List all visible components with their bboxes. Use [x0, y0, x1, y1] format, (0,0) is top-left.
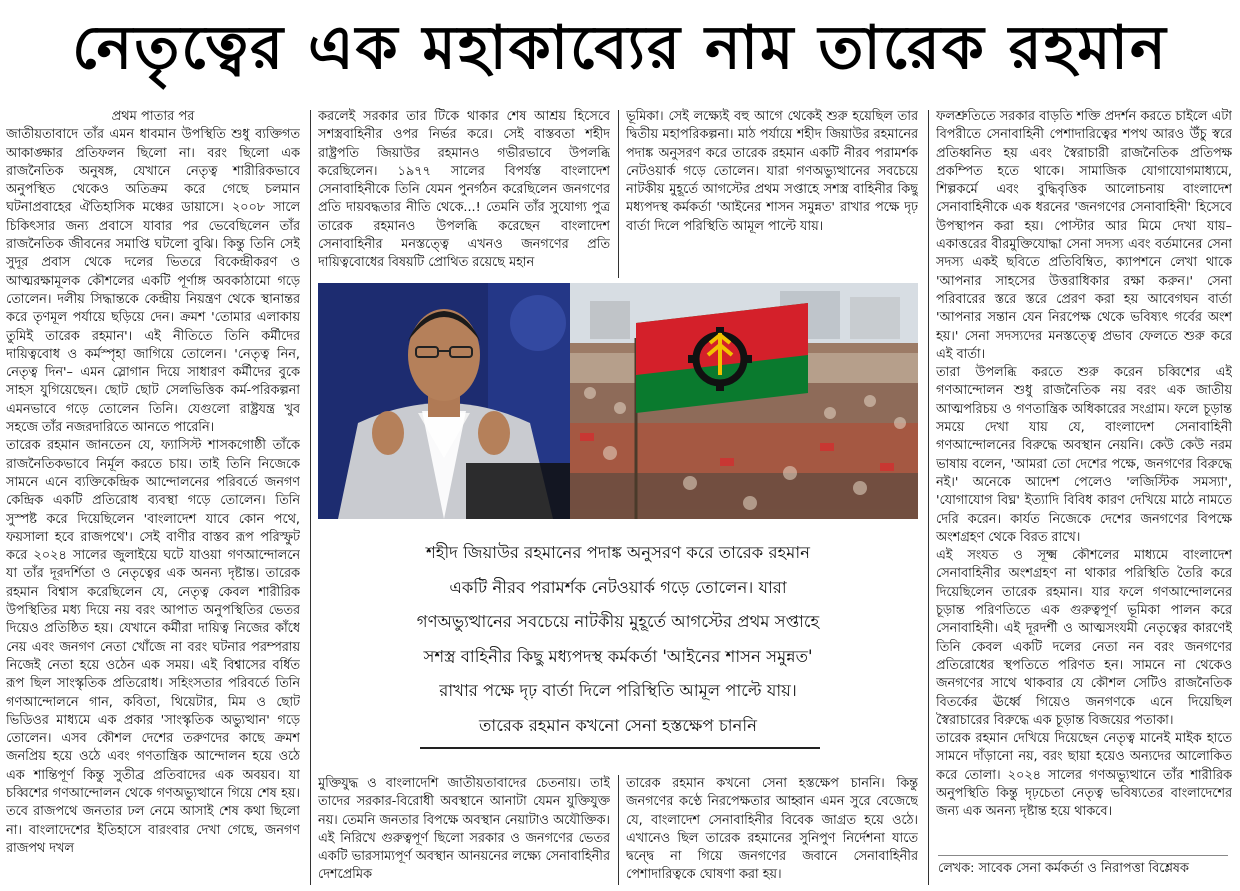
byline: লেখক: সাবেক সেনা কর্মকর্তা ও নিরাপত্তা বিশ্লেষক [938, 861, 1189, 876]
col2-paragraph: করলেই সরকার তার টিকে থাকার শেষ আশ্রয় হিসেবে সশস্ত্রবাহিনীর ওপর নির্ভর করে। সেই বাস্তবতা শহীদ রাষ্ট্রপতি জিয়াউর রহমানও গভীরভাবে উপলব্ধি করেছিলেন। ১৯৭৭ সালের বিপর্যস্ত বাংলাদেশ সেনাবাহিনীকে তিনি যেমন পুনর্গঠন করেছিলেন জনগণের প্রতি দায়বদ্ধতার নীতি থেকে...! তেমনি তাঁর সুযোগ্য পুত্র তারেক রহমানও উপলব্ধি করেছেন বাংলাদেশ সেনাবাহিনীর মনস্তত্ত্বে এখনও জনগণের প্রতি দায়িত্ববোধের বিষয়টি প্রোথিত রয়েছে মহান [318, 109, 610, 271]
col3-bottom-paragraph: তারেক রহমান কখনো সেনা হস্তক্ষেপ চাননি। কিন্তু জনগণের কণ্ঠে নিরপেক্ষতার আহ্বান এমন সুরে বেজেছে যে, বাংলাদেশ সেনাবাহিনীর বিবেক জাগ্রত হয়ে ওঠে। এখানেও ছিল তারেক রহমানের সুনিপুণ নির্দেশনা যাতে দ্বন্দ্বে না গিয়ে জনগণের জবানে সেনাবাহিনীর পেশাদারিত্বকে ঘোষণা করা হয়। [626, 776, 918, 883]
speaker-illustration [318, 283, 570, 519]
col1-paragraph-1: জাতীয়তাবাদে তাঁর এমন ধাবমান উপস্থিতি শুধু ব্যক্তিগত আকাঙ্ক্ষার প্রতিফলন ছিলো না। বরং ছিলো এক রাজনৈতিক অনুষঙ্গ, যেখানে নেতৃত্ব শারীরিকভাবে অনুপস্থিত থেকেও অতিক্রম করে গেছে চলমান ঘটনাপ্রবাহের ঐতিহাসিক মঞ্চের ডায়াসে। ২০০৮ সালে চিকিৎসার জন্য প্রবাসে যাবার পর ভেবেছিলেন তাঁর রাজনৈতিক জীবনের সমাপ্তি ঘটলো বুঝি। কিন্তু তিনি সেই সুদূর প্রবাস থেকে দলের ভিতরে বিকেন্দ্রীকরণ ও আত্মরক্ষামূলক কৌশলের একটি পূর্ণাঙ্গ অবকাঠামো গড়ে তোলেন। দলীয় সিদ্ধান্তকে কেন্দ্রীয় নিয়ন্ত্রণ থেকে স্থানান্তর করে তৃণমূল পর্যায়ে ছড়িয়ে দেন। ক্রমশ 'তোমার এলাকায় তুমিই তারেক রহমান'। এই নীতিতে তিনি কর্মীদের দায়িত্ববোধ ও কর্মস্পৃহা জাগিয়ে তোলেন। 'নেতৃত্ব নিন, নেতৃত্ব দিন'– এমন স্লোগান দিয়ে সাধারণ কর্মীদের বুকে সাহস যুগিয়েছেন। ছোট ছোট সেলভিত্তিক কর্ম-পরিকল্পনা এমনভাবে গড়ে তোলেন তিনি। যেগুলো রাষ্ট্রযন্ত্র খুব সহজে তাঁর নজরদারিতে আনতে পারেনি। [6, 127, 300, 436]
column-rule-2-bottom [618, 775, 619, 885]
col4-paragraph-3: এই সংযত ও সূক্ষ্ম কৌশলের মাধ্যমে বাংলাদেশ সেনাবাহিনীর অংশগ্রহণ না থাকার পরিস্থিতি তৈরি করে দিয়েছিলেন তারেক রহমান। যার ফলে গণআন্দোলনের চূড়ান্ত পরিণতিতে এক গুরুত্বপূর্ণ ভূমিকা পালন করে সেনাবাহিনী। এই দূরদর্শী ও আত্মসংযমী নেতৃত্বের কারণেই তিনি কেবল একটি দলের নেতা নন বরং জনগণের প্রতিরোধের স্থপতিতে পরিণত হন। সামনে না থেকেও জনগণের সাথে থাকবার যে কৌশল সেটিও রাজনৈতিক বিতর্কের ঊর্ধ্বে গিয়েও জনগণকে এনে দিয়েছিল স্বৈরাচারের বিরুদ্ধে এক চূড়ান্ত বিজয়ের পতাকা। [936, 548, 1232, 728]
column-2-bottom [318, 775, 610, 887]
rally-photo [570, 283, 918, 519]
pull-quote-line-6: তারেক রহমান কখনো সেনা হস্তক্ষেপ চাননি [479, 715, 757, 735]
pull-quote-line-3: গণঅভ্যুত্থানের সবচেয়ে নাটকীয় মুহূর্তে আগস্টের প্রথম সপ্তাহে [416, 612, 820, 631]
kicker: প্রথম পাতার পর [111, 109, 195, 124]
pull-quote-line-1: শহীদ জিয়াউর রহমানের পদাঙ্ক অনুসরণ করে তারেক রহমান [426, 543, 810, 562]
col3-paragraph: ভূমিকা। সেই লক্ষ্যেই বহু আগে থেকেই শুরু হয়েছিল তার দ্বিতীয় মহাপরিকল্পনা। মাঠ পর্যায়ে শহীদ জিয়াউর রহমানের পদাঙ্ক অনুসরণ করে তারেক রহমান একটি নীরব পরামর্শক নেটওয়ার্ক গড়ে তোলেন। যারা গণঅভ্যুত্থানের সবচেয়ে নাটকীয় মুহূর্তে আগস্টের প্রথম সপ্তাহে সশস্ত্র বাহিনীর কিছু মধ্যপদস্থ কর্মকর্তা 'আইনের শাসন সমুন্নত' রাখার পক্ষে দৃঢ় বার্তা দিলে পরিস্থিতি আমূল পাল্টে যায়। [626, 109, 918, 234]
rally-illustration [570, 283, 918, 519]
pull-quote-rule [420, 747, 820, 749]
column-1 [6, 108, 300, 888]
col1-paragraph-2: তারেক রহমান জানতেন যে, ফ্যাসিস্ট শাসকগোষ্ঠী তাঁকে রাজনৈতিকভাবে নির্মূল করতে চায়। তাই তিনি নিজেকে সামনে এনে ব্যক্তিকেন্দ্রিক আন্দোলনের পরিবর্তে জনগণ কেন্দ্রিক একটি প্রতিরোধ ব্যবস্থা গড়ে তোলেন। তিনি সুস্পষ্ট করে দিয়েছিলেন 'বাংলাদেশ যাবে কোন পথে, ফয়সালা হবে রাজপথে'। সেই বাণীর বাস্তব রূপ পরিস্ফুট করে ২০২৪ সালের জুলাইয়ে ঘটে যাওয়া গণআন্দোলনে যা তাঁর দূরদর্শিতা ও নেতৃত্বের এক অনন্য দৃষ্টান্ত। তারেক রহমান বিশ্বাস করেছিলেন যে, নেতৃত্ব কেবল শারীরিক উপস্থিতির মধ্য দিয়ে নয় বরং আপাত অনুপস্থিতির ভেতর দিয়েও প্রতিষ্ঠিত হয়। যেখানে কর্মীরা দায়িত্ব নিজের কাঁধে নেয় এবং জনগণ নেতা খোঁজে না বরং ঘটনার পরম্পরায় নিজেই নেতা হয়ে ওঠেন এক সময়। এই বিশ্বাসের বর্ধিত রূপ ছিল সাংস্কৃতিক প্রতিরোধ। সহিংসতার পরিবর্তে তিনি গণআন্দোলনে গান, কবিতা, থিয়েটার, মিম ও ছোট ভিডিওর মাধ্যমে এক প্রকার 'সাংস্কৃতিক অভ্যুত্থান' গড়ে তোলেন। এসব কৌশল দেশের তরুণদের কাছে ক্রমশ জনপ্রিয় হয়ে ওঠে এবং গণতান্ত্রিক আন্দোলন হয়ে ওঠে এক শান্তিপূর্ণ কিন্তু সুতীব্র প্রতিবাদের এক অবয়ব। যা চব্বিশের গণআন্দোলন থেকে গণঅভ্যুত্থানে গিয়ে শেষ হয়। তবে রাজপথে জনতার ঢল নেমে আসাই শেষ কথা ছিলো না। বাংলাদেশের ইতিহাসে বারংবার দেখা গেছে, জনগণ রাজপথ দখল [6, 438, 300, 856]
column-rule-1 [310, 110, 311, 885]
byline-divider [938, 855, 1228, 856]
col4-paragraph-4: তারেক রহমান দেখিয়ে দিয়েছেন নেতৃত্ব মানেই মাইক হাতে সামনে দাঁড়ানো নয়, বরং ছায়া হয়েও অন্যদের আলোকিত করে তোলা। ২০২৪ সালের গণঅভ্যুত্থানে তাঁর শারীরিক অনুপস্থিতি কিন্তু দৃঢ়চেতা নেতৃত্ব ভবিষ্যতের বাংলাদেশের জন্য এক অনন্য দৃষ্টান্ত হয়ে থাকবে। [936, 731, 1232, 820]
column-rule-2 [618, 110, 619, 278]
pull-quote [318, 536, 918, 751]
speaker-photo [318, 283, 570, 519]
headline: নেতৃত্বের এক মহাকাব্যের নাম তারেক রহমান [72, 13, 1168, 83]
column-4 [936, 108, 1232, 853]
pull-quote-line-5: রাখার পক্ষে দৃঢ় বার্তা দিলে পরিস্থিতি আমূল পাল্টে যায়। [439, 681, 797, 700]
column-2 [318, 108, 610, 278]
pull-quote-line-2: একটি নীরব পরামর্শক নেটওয়ার্ক গড়ে তোলেন। যারা [449, 577, 787, 597]
column-3-bottom [626, 775, 918, 887]
pull-quote-line-4: সশস্ত্র বাহিনীর কিছু মধ্যপদস্থ কর্মকর্তা 'আইনের শাসন সমুন্নত' [423, 646, 813, 666]
col4-paragraph-1: ফলশ্রুতিতে সরকার বাড়তি শক্তি প্রদর্শন করতে চাইলে এটা বিপরীতে সেনাবাহিনী পেশাদারিত্বের শপথ আরও উঁচু স্বরে প্রতিধ্বনিত হয় এবং স্বৈরাচারী রাজনৈতিক প্রতিপক্ষ প্রকম্পিত হতে থাকে। সামাজিক যোগাযোগমাধ্যমে, শিল্পকর্মে এবং বুদ্ধিবৃত্তিক আলোচনায় বাংলাদেশ সেনাবাহিনীকে এক ধরনের 'জনগণের সেনাবাহিনী' হিসেবে উপস্থাপন করা হয়। পোস্টার আর মিমে দেখা যায়–একাত্তরের বীরমুক্তিযোদ্ধা সেনা সদস্য এবং বর্তমানের সেনা সদস্য একই ছবিতে প্রতিবিম্বিত, ক্যাপশনে লেখা থাকে 'আপনার সাহসের উত্তরাধিকার রক্ষা করুন।' সেনা পরিবারের স্তরে স্তরে প্রেরণ করা হয় আবেগঘন বার্তা 'আপনার সন্তান যেন নিরপেক্ষ থেকে ভবিষ্যৎ গর্বের অংশ হয়।' সেনা সদস্যদের মনস্তত্ত্বে প্রভাব ফেলতে শুরু করে এই বার্তা। [936, 109, 1232, 362]
col4-paragraph-2: তারা উপলব্ধি করতে শুরু করেন চব্বিশের এই গণআন্দোলন শুধু রাজনৈতিক নয় বরং এক জাতীয় আত্মপরিচয় ও গণতান্ত্রিক অধিকারের সংগ্রাম। ফলে চূড়ান্ত সময়ে দেখা যায় যে, বাংলাদেশ সেনাবাহিনী গণআন্দোলনের বিরুদ্ধে অবস্থান নেয়নি। কেউ কেউ নরম ভাষায় বলেন, 'আমরা তো দেশের পক্ষে, জনগণের বিরুদ্ধে নই।' অনেকে আদেশ পেলেও 'লজিস্টিক সমস্যা', 'যোগাযোগ বিঘ্ন' ইত্যাদি বিবিধ কারণ দেখিয়ে মাঠে নামতে দেরি করেন। কার্যত নিজেকে দেশের জনগণের বিপক্ষে অংশগ্রহণ থেকে বিরত রাখে। [936, 365, 1232, 545]
column-rule-3 [928, 110, 929, 885]
column-3 [626, 108, 918, 278]
col2-bottom-paragraph: মুক্তিযুদ্ধ ও বাংলাদেশি জাতীয়তাবাদের চেতনায়। তাই তাদের সরকার-বিরোধী অবস্থানে আনাটা যেমন যুক্তিযুক্ত নয়। তেমনি জনতার বিপক্ষে অবস্থান নেয়াটাও অযৌক্তিক। এই নিরিখে গুরুত্বপূর্ণ ছিলো সরকার ও জনগণের ভেতর একটি ভারসাম্যপূর্ণ অবস্থান আনয়নের লক্ষ্যে সেনাবাহিনীর দেশপ্রেমিক [318, 776, 610, 883]
